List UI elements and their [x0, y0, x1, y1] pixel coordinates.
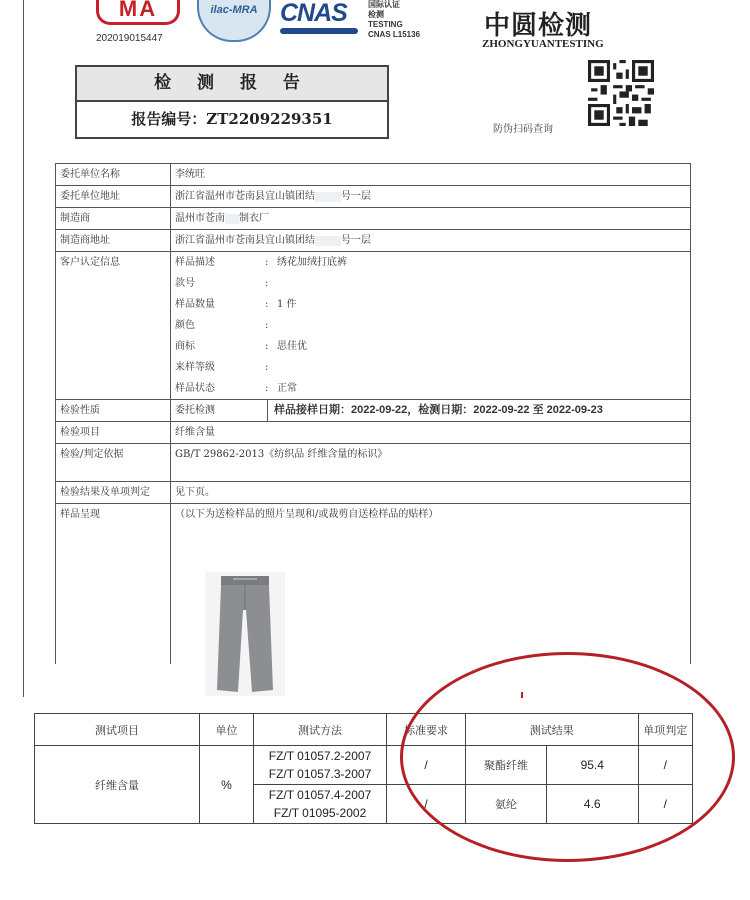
field-value: 委托检测 样品接样日期：2022-09-22，检测日期：2022-09-22 至 2022-09-23: [171, 400, 691, 422]
column-header: 标准要求: [387, 714, 466, 746]
sample-dates: 样品接样日期：2022-09-22，检测日期：2022-09-22 至 2022-09-23: [274, 404, 603, 416]
cma-number: 202019015447: [96, 33, 163, 44]
report-title: 检 测 报 告: [77, 67, 387, 102]
table-row: [56, 186, 691, 208]
field-value: 李统旺: [171, 164, 691, 186]
judgement: /: [638, 785, 692, 824]
field-label: 检验/判定依据: [56, 444, 171, 482]
field-label: 制造商: [56, 208, 171, 230]
field-value: 浙江省温州市苍南县宜山镇团结 号一层: [171, 230, 691, 252]
requirement: /: [387, 785, 466, 824]
field-label: 检验项目: [56, 422, 171, 444]
qr-label: 防伪扫码查询: [493, 124, 553, 135]
left-border-line: [23, 0, 24, 697]
table-row: [56, 208, 691, 230]
table-row: [56, 504, 691, 664]
field-value: 纤维含量: [171, 422, 691, 444]
field-label: 检验结果及单项判定: [56, 482, 171, 504]
cnas-logo-bar: [280, 28, 358, 34]
table-row: [56, 422, 691, 444]
report-info-table: [55, 163, 691, 664]
ilac-mra-logo: ilac-MRA: [197, 0, 271, 42]
fiber-name: 聚酯纤维: [466, 746, 547, 785]
table-row: [56, 230, 691, 252]
report-number: 报告编号：ZT2209229351: [131, 110, 333, 128]
test-method: FZ/T 01057.4-2007 FZ/T 01095-2002: [254, 785, 387, 824]
report-title-box: [75, 65, 389, 139]
field-value: （以下为送检样品的照片呈现和/或裁剪自送检样品的贴样）: [171, 504, 691, 664]
requirement: /: [387, 746, 466, 785]
column-header: 测试方法: [254, 714, 387, 746]
field-label: 客户认定信息: [56, 252, 171, 400]
fiber-value: 4.6: [547, 785, 639, 824]
table-row: [56, 252, 691, 400]
table-row: [56, 164, 691, 186]
column-header: 测试结果: [466, 714, 639, 746]
field-label: 委托单位地址: [56, 186, 171, 208]
brand-name-en: ZHONGYUANTESTING: [482, 38, 604, 50]
fiber-value: 95.4: [547, 746, 639, 785]
column-header: 单位: [200, 714, 254, 746]
test-item: 纤维含量: [35, 746, 200, 824]
table-row: [56, 400, 691, 422]
field-label: 制造商地址: [56, 230, 171, 252]
column-header: 单项判定: [638, 714, 692, 746]
field-label: 检验性质: [56, 400, 171, 422]
customer-info: 样品描述 : 绣花加绒打底裤 款号 : 样品数量 : 1 件 颜色 : 商标 : 思佳优 来样等级 : 样品状态 : 正常: [171, 252, 691, 400]
fiber-name: 氨纶: [466, 785, 547, 824]
cma-logo: MA: [96, 0, 180, 25]
field-value: GB/T 29862-2013《纺织品 纤维含量的标识》: [171, 444, 691, 482]
field-value: 浙江省温州市苍南县宜山镇团结 号一层: [171, 186, 691, 208]
field-label: 样品呈现: [56, 504, 171, 664]
field-value: 见下页。: [171, 482, 691, 504]
field-label: 委托单位名称: [56, 164, 171, 186]
judgement: /: [638, 746, 692, 785]
sample-photo: [205, 572, 285, 696]
qr-code-icon[interactable]: [588, 60, 654, 126]
cnas-text: 国际认证 检测 TESTING CNAS L15136: [368, 0, 421, 39]
table-row: [56, 444, 691, 482]
brand-name: 中圆检测: [484, 11, 593, 41]
field-value: 温州市苍南 制衣厂: [171, 208, 691, 230]
test-method: FZ/T 01057.2-2007 FZ/T 01057.3-2007: [254, 746, 387, 785]
column-header: 测试项目: [35, 714, 200, 746]
cnas-logo: CNAS: [280, 0, 347, 27]
table-row: [56, 482, 691, 504]
red-highlight-circle: [400, 652, 735, 862]
test-unit: %: [200, 746, 254, 824]
